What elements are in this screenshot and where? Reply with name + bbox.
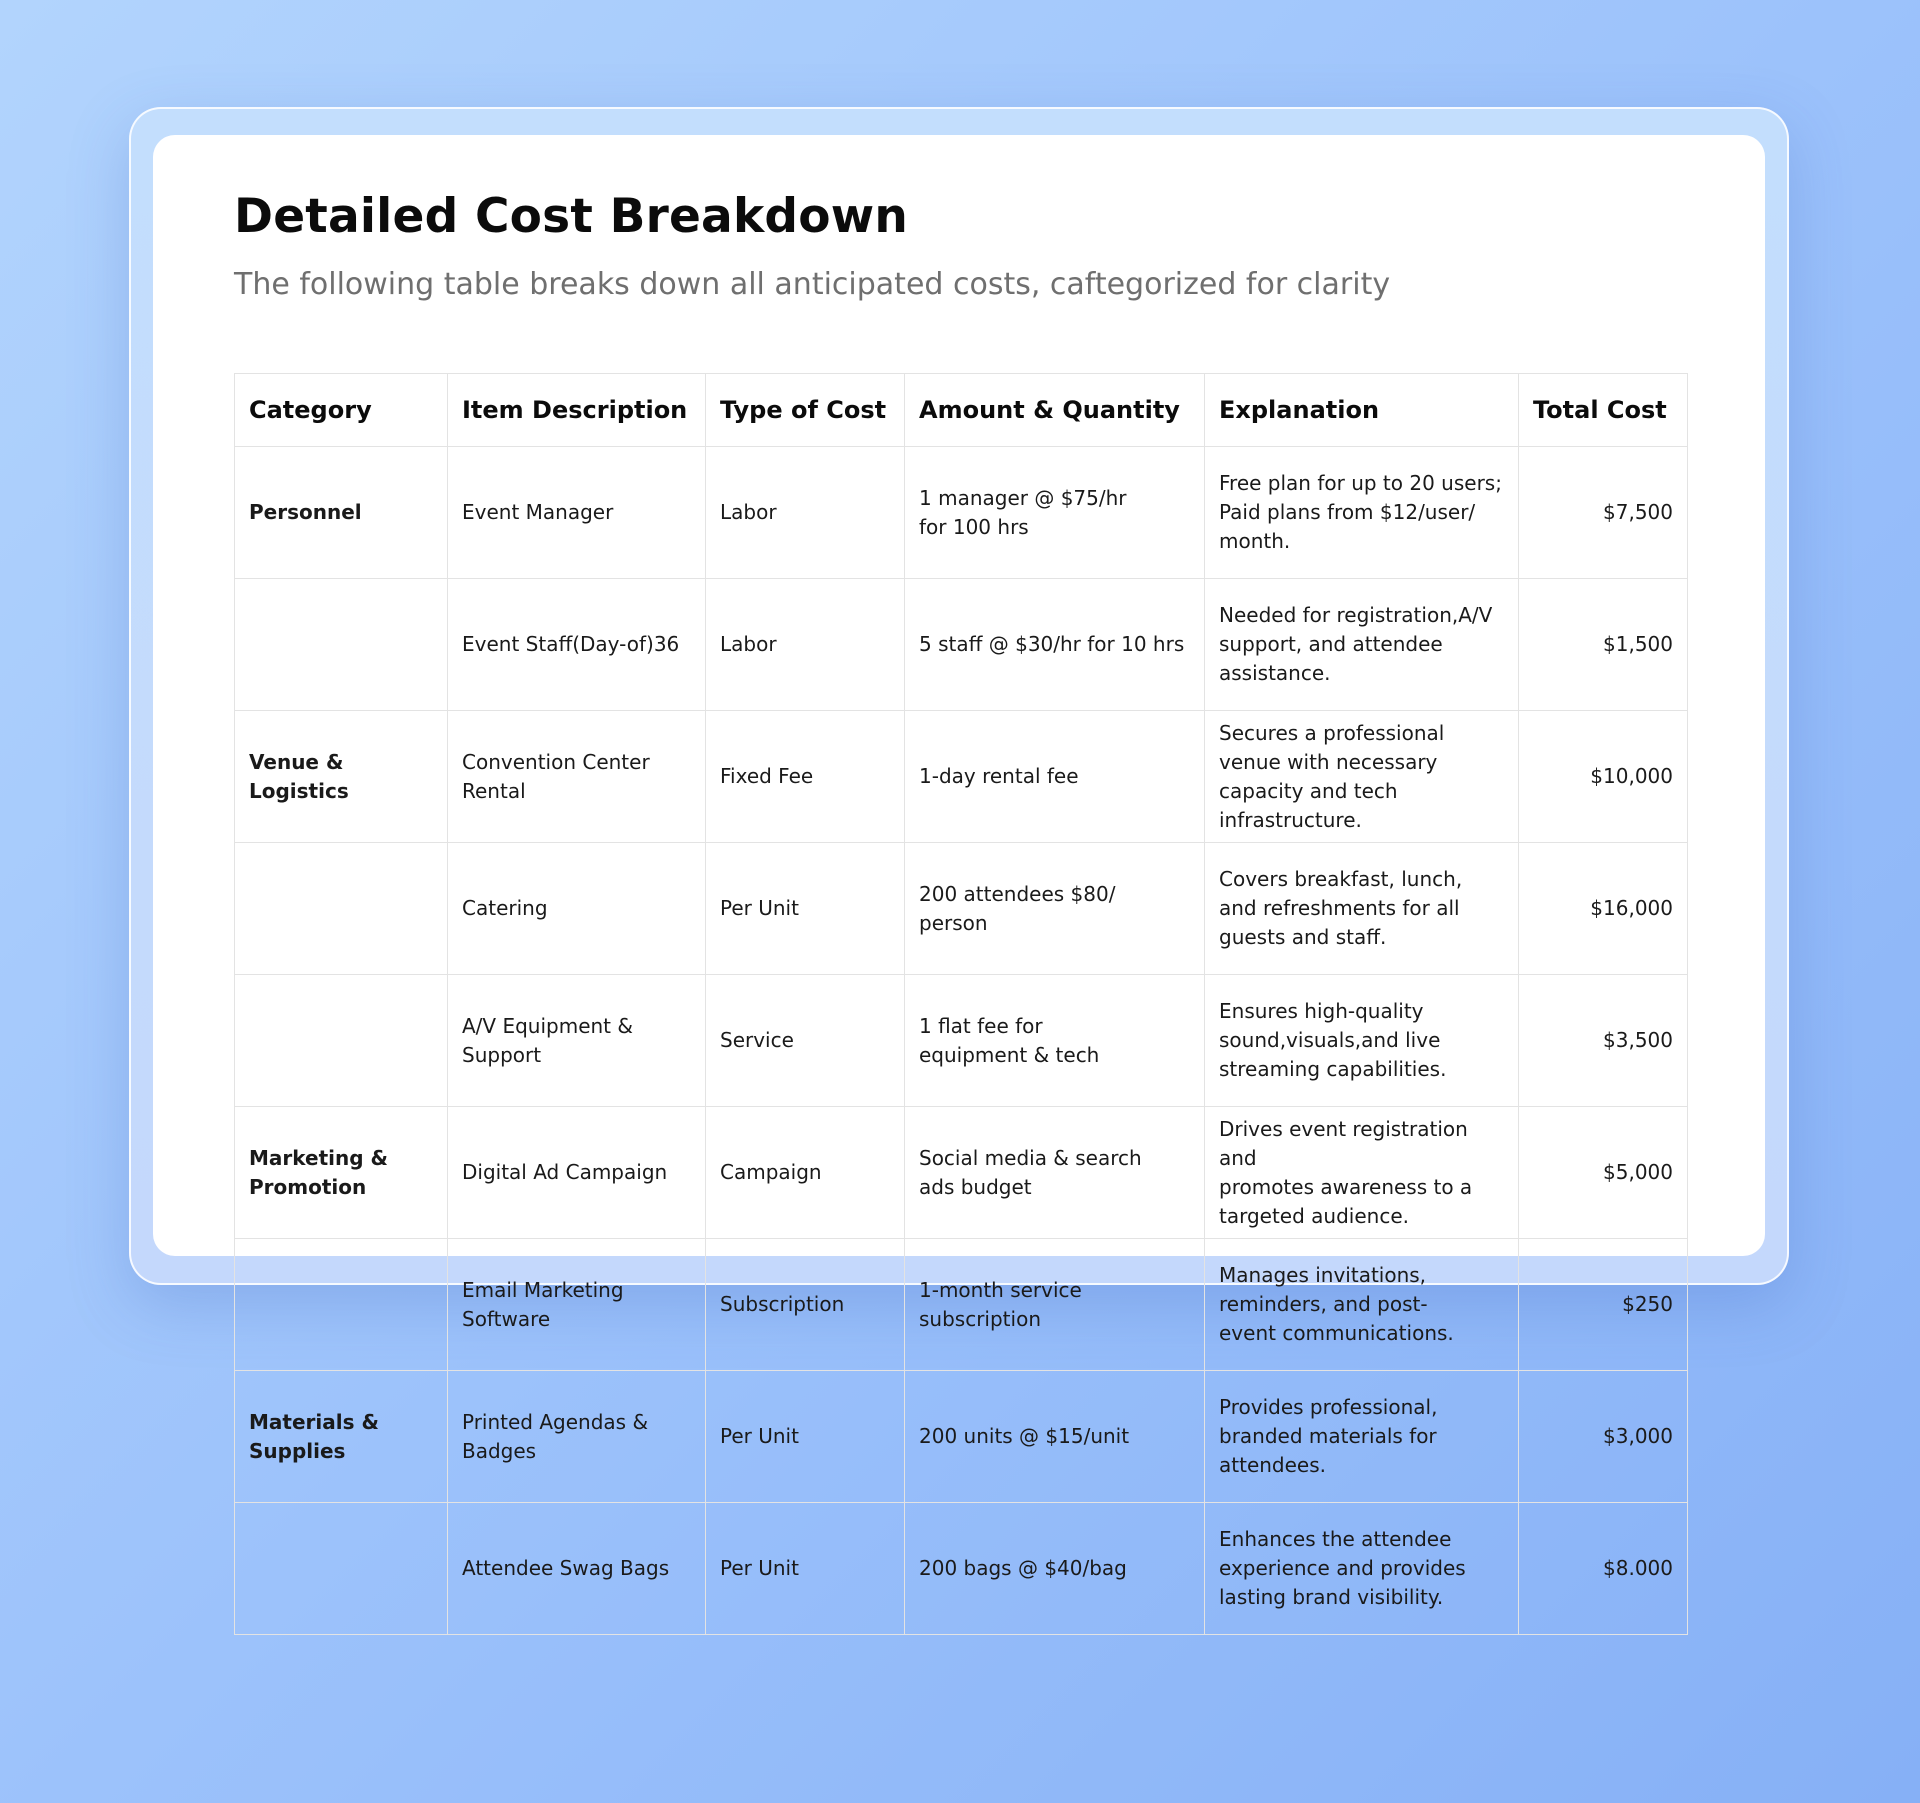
category-cell: Materials & Supplies	[235, 1371, 448, 1503]
table-row	[235, 975, 1688, 1107]
table-row	[235, 1371, 1688, 1503]
table-header-row	[235, 374, 1688, 447]
explanation-cell: Provides professional, branded materials for attendees.	[1205, 1371, 1519, 1503]
total-cost-cell: $250	[1519, 1239, 1688, 1371]
item-description-cell: Convention Center Rental	[448, 711, 706, 843]
amount-quantity-cell: Social media & search ads budget	[905, 1107, 1205, 1239]
column-header-total-cost: Total Cost	[1519, 374, 1688, 447]
table-row	[235, 1239, 1688, 1371]
amount-quantity-cell: 1-day rental fee	[905, 711, 1205, 843]
total-cost-cell: $8.000	[1519, 1503, 1688, 1635]
explanation-cell: Needed for registration,A/V support, and attendee assistance.	[1205, 579, 1519, 711]
explanation-cell: Ensures high-quality sound,visuals,and live streaming capabilities.	[1205, 975, 1519, 1107]
category-cell	[235, 1503, 448, 1635]
explanation-cell: Free plan for up to 20 users; Paid plans from $12/user/ month.	[1205, 447, 1519, 579]
column-header-explanation: Explanation	[1205, 374, 1519, 447]
type-of-cost-cell: Campaign	[706, 1107, 905, 1239]
total-cost-cell: $3,500	[1519, 975, 1688, 1107]
total-cost-cell: $1,500	[1519, 579, 1688, 711]
explanation-cell: Secures a professional venue with necessary capacity and tech infrastructure.	[1205, 711, 1519, 843]
item-description-cell: A/V Equipment & Support	[448, 975, 706, 1107]
page-subtitle: The following table breaks down all anticipated costs, caftegorized for clarity	[234, 267, 1391, 302]
type-of-cost-cell: Per Unit	[706, 1503, 905, 1635]
item-description-cell: Email Marketing Software	[448, 1239, 706, 1371]
amount-quantity-cell: 1-month service subscription	[905, 1239, 1205, 1371]
total-cost-cell: $3,000	[1519, 1371, 1688, 1503]
type-of-cost-cell: Per Unit	[706, 1371, 905, 1503]
type-of-cost-cell: Fixed Fee	[706, 711, 905, 843]
amount-quantity-cell: 200 units @ $15/unit	[905, 1371, 1205, 1503]
type-of-cost-cell: Service	[706, 975, 905, 1107]
table-row	[235, 579, 1688, 711]
item-description-cell: Catering	[448, 843, 706, 975]
type-of-cost-cell: Subscription	[706, 1239, 905, 1371]
total-cost-cell: $7,500	[1519, 447, 1688, 579]
category-cell	[235, 843, 448, 975]
item-description-cell: Printed Agendas & Badges	[448, 1371, 706, 1503]
cost-table	[234, 373, 1688, 1635]
type-of-cost-cell: Labor	[706, 447, 905, 579]
column-header-item-description: Item Description	[448, 374, 706, 447]
category-cell	[235, 579, 448, 711]
item-description-cell: Digital Ad Campaign	[448, 1107, 706, 1239]
column-header-type-of-cost: Type of Cost	[706, 374, 905, 447]
amount-quantity-cell: 5 staff @ $30/hr for 10 hrs	[905, 579, 1205, 711]
amount-quantity-cell: 200 bags @ $40/bag	[905, 1503, 1205, 1635]
category-cell	[235, 975, 448, 1107]
total-cost-cell: $5,000	[1519, 1107, 1688, 1239]
amount-quantity-cell: 1 flat fee for equipment & tech	[905, 975, 1205, 1107]
table-row	[235, 1107, 1688, 1239]
table-row	[235, 447, 1688, 579]
table-row	[235, 843, 1688, 975]
table-row	[235, 711, 1688, 843]
type-of-cost-cell: Per Unit	[706, 843, 905, 975]
total-cost-cell: $10,000	[1519, 711, 1688, 843]
page-title: Detailed Cost Breakdown	[234, 189, 909, 244]
category-cell	[235, 1239, 448, 1371]
explanation-cell: Drives event registration and promotes awareness to a targeted audience.	[1205, 1107, 1519, 1239]
amount-quantity-cell: 1 manager @ $75/hr for 100 hrs	[905, 447, 1205, 579]
explanation-cell: Manages invitations, reminders, and post- event communications.	[1205, 1239, 1519, 1371]
explanation-cell: Covers breakfast, lunch, and refreshments for all guests and staff.	[1205, 843, 1519, 975]
explanation-cell: Enhances the attendee experience and provides lasting brand visibility.	[1205, 1503, 1519, 1635]
column-header-category: Category	[235, 374, 448, 447]
item-description-cell: Event Manager	[448, 447, 706, 579]
item-description-cell: Attendee Swag Bags	[448, 1503, 706, 1635]
card-frame	[129, 107, 1789, 1609]
total-cost-cell: $16,000	[1519, 843, 1688, 975]
item-description-cell: Event Staff(Day-of)36	[448, 579, 706, 711]
content-card	[153, 135, 1765, 1609]
amount-quantity-cell: 200 attendees $80/ person	[905, 843, 1205, 975]
type-of-cost-cell: Labor	[706, 579, 905, 711]
category-cell: Personnel	[235, 447, 448, 579]
table-row	[235, 1503, 1688, 1635]
column-header-amount-quantity: Amount & Quantity	[905, 374, 1205, 447]
category-cell: Venue & Logistics	[235, 711, 448, 843]
category-cell: Marketing & Promotion	[235, 1107, 448, 1239]
